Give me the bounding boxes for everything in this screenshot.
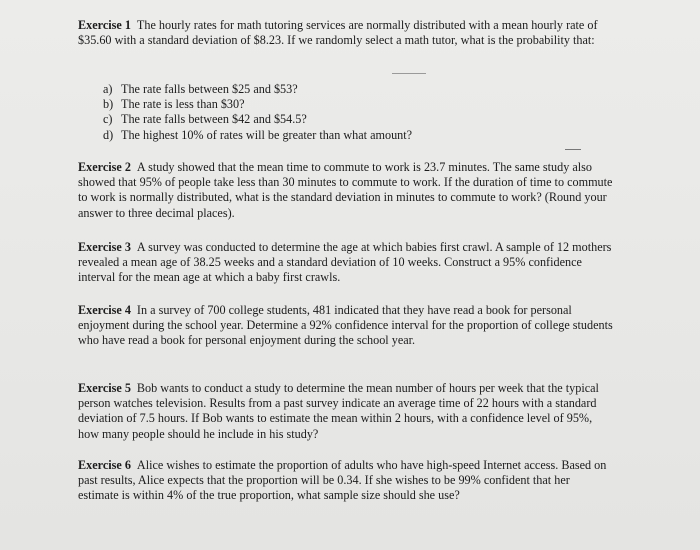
exercise-1-text: The hourly rates for math tutoring services are normally distributed with a mean hourly rate of $35.60 with a standard deviation of $8.23. If we randomly select a math tutor, what is the probability that:	[78, 18, 598, 48]
exercise-5-text: Bob wants to conduct a study to determine the mean number of hours per week that the typical person watches television. Results from a past survey indicate an average time of 22 hours with a standard deviation of 7.5 hours. If Bob wants to estimate the mean within 2 hours, with a confidence level of 95%, how many people should he include in his study?	[78, 381, 599, 441]
exercise-5	[78, 381, 613, 442]
exercise-4-label: Exercise 4	[78, 303, 131, 317]
exercise-3-label: Exercise 3	[78, 240, 131, 254]
exercise-2-label: Exercise 2	[78, 160, 131, 174]
subpart-c: c) The rate falls between $42 and $54.5?	[103, 112, 307, 127]
exercise-4-text: In a survey of 700 college students, 481 indicated that they have read a book for personal enjoyment during the school year. Determine a 92% confidence interval for the proportion of college students who have read a book for personal enjoyment during the school year.	[78, 303, 613, 348]
exercise-6-label: Exercise 6	[78, 458, 131, 472]
exercise-1	[78, 18, 613, 48]
exercise-3	[78, 240, 613, 286]
exercise-1-label: Exercise 1	[78, 18, 131, 32]
exercise-5-label: Exercise 5	[78, 381, 131, 395]
exercise-2-text: A study showed that the mean time to commute to work is 23.7 minutes. The same study also showed that 95% of people take less than 30 minutes to commute to work. If the duration of time to commute to work is normally distributed, what is the standard deviation in minutes to commute to work? (Round your answer to three decimal places).	[78, 160, 613, 220]
exercise-1-subparts	[103, 82, 523, 143]
exercise-6	[78, 458, 613, 504]
faint-mark	[565, 149, 581, 150]
exercise-3-text: A survey was conducted to determine the age at which babies first crawl. A sample of 12 mothers revealed a mean age of 38.25 weeks and a standard deviation of 10 weeks. Construct a 95% confidence interval for the mean age at which a baby first crawls.	[78, 240, 612, 285]
subpart-d: d) The highest 10% of rates will be greater than what amount?	[103, 127, 413, 142]
exercise-6-text: Alice wishes to estimate the proportion of adults who have high-speed Internet access. Based on past results, Alice expects that the proportion will be 0.34. If she wishes to be 99% confident that her estimate is within 4% of the true proportion, what sample size should she use?	[78, 458, 607, 503]
faint-mark	[392, 73, 426, 74]
exercise-2	[78, 160, 613, 221]
subpart-b: b) The rate is less than $30?	[103, 97, 245, 112]
subpart-a: a) The rate falls between $25 and $53?	[103, 82, 298, 96]
exercise-4	[78, 303, 613, 349]
